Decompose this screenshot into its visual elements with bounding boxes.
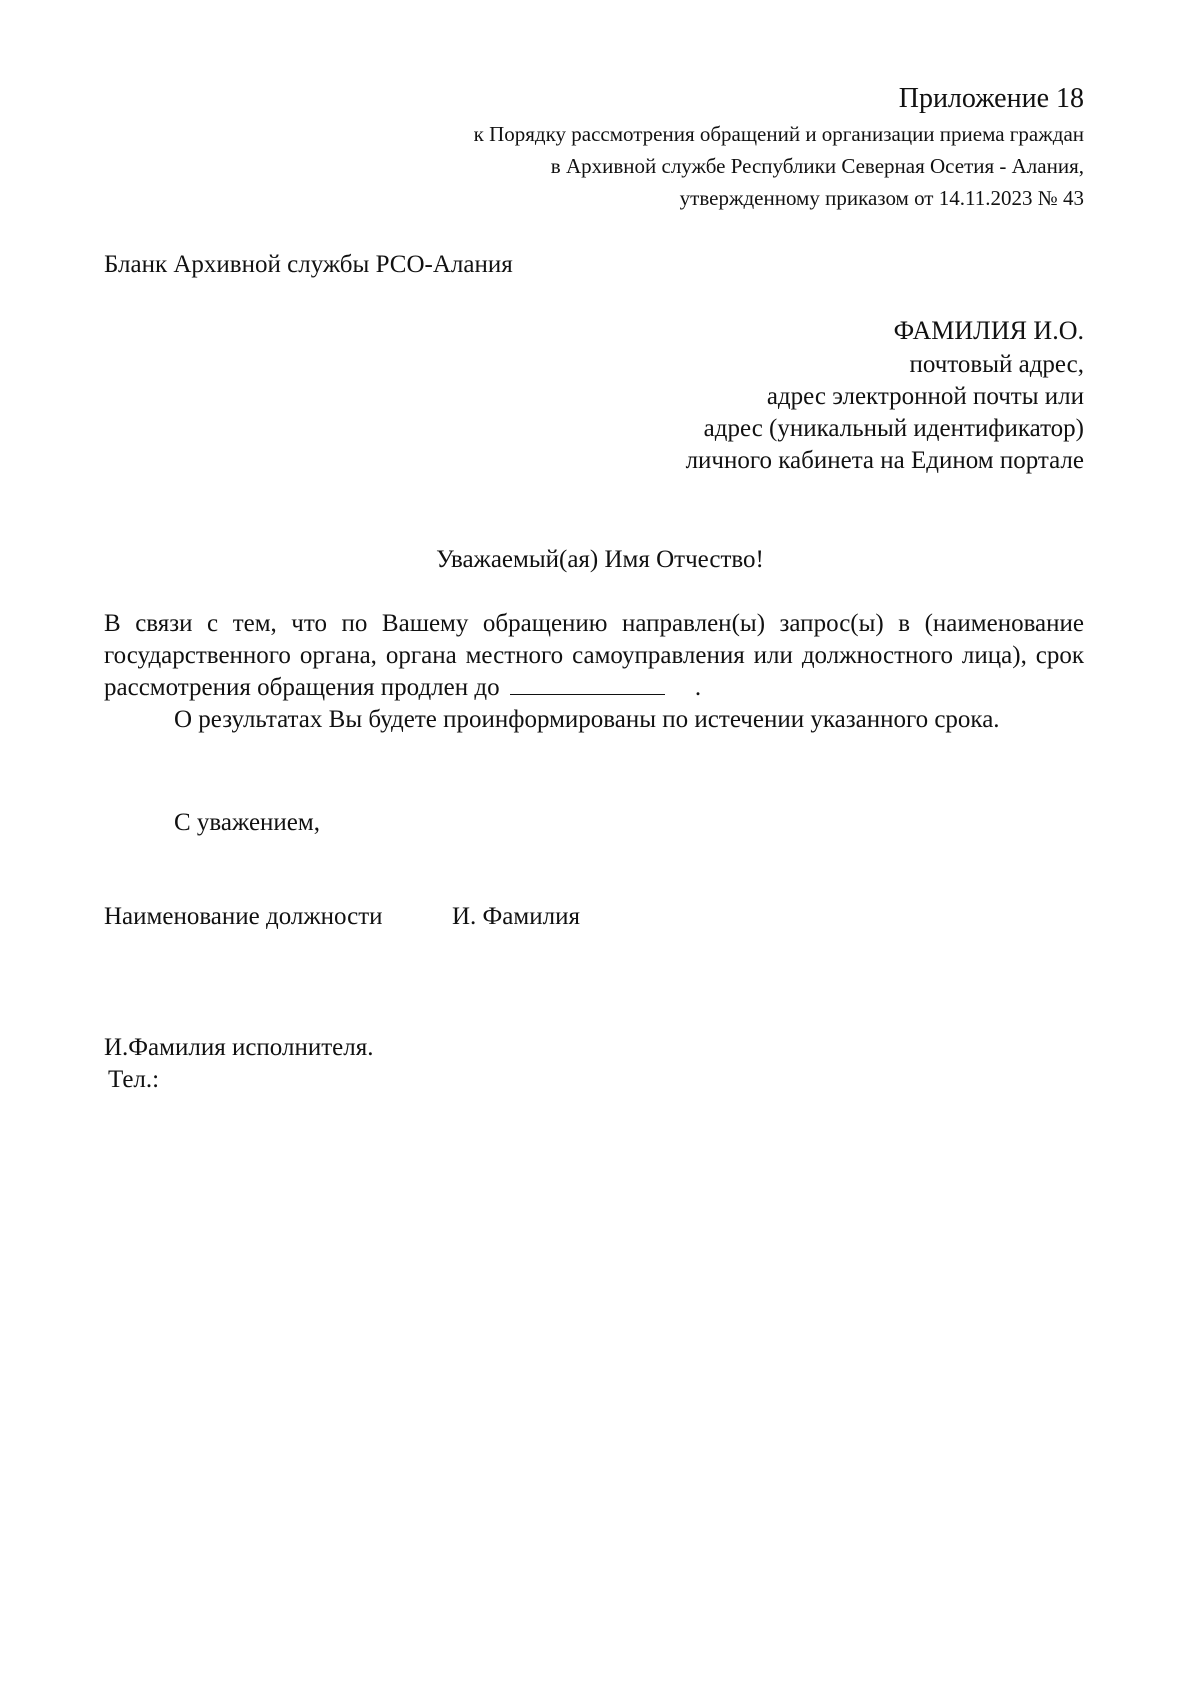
recipient-line-1: почтовый адрес, [909, 351, 1084, 378]
appendix-title: Приложение 18 [898, 83, 1084, 114]
appendix-line-1: к Порядку рассмотрения обращений и организации приема граждан [473, 122, 1084, 146]
appendix-line-3: утвержденному приказом от 14.11.2023 № 43 [679, 186, 1084, 210]
closing: С уважением, [174, 809, 320, 836]
executor-block [104, 1032, 373, 1096]
recipient-line-3: адрес (уникальный идентификатор) [703, 415, 1084, 442]
recipient-name: ФАМИЛИЯ И.О. [893, 316, 1084, 345]
body-paragraph-1-text: В связи с тем, что по Вашему обращению направлен(ы) запрос(ы) в (наименование государственного органа, органа местного самоуправления или должностного лица), срок рассмотрения обращения продлен до [104, 610, 1084, 701]
executor-phone-label: Тел.: [108, 1066, 160, 1093]
date-blank-line [510, 672, 665, 695]
recipient-line-4: личного кабинета на Едином портале [685, 447, 1084, 474]
letterhead-label: Бланк Архивной службы РСО-Алания [104, 251, 513, 278]
executor-name: И.Фамилия исполнителя. [104, 1034, 374, 1061]
signature-block [104, 902, 580, 932]
letter-body [104, 608, 1084, 736]
signature-position: Наименование должности [104, 903, 383, 930]
appendix-line-2: в Архивной службе Республики Северная Осетия - Алания, [550, 154, 1084, 178]
signature-name: И. Фамилия [452, 903, 580, 930]
body-paragraph-1 [104, 608, 1084, 704]
recipient-block [686, 315, 1084, 477]
body-paragraph-2: О результатах Вы будете проинформированы по истечении указанного срока. [174, 706, 1000, 733]
body-paragraph-1-end: . [694, 674, 702, 701]
greeting: Уважаемый(ая) Имя Отчество! [436, 546, 764, 573]
recipient-line-2: адрес электронной почты или [766, 383, 1084, 410]
appendix-header [474, 82, 1084, 214]
